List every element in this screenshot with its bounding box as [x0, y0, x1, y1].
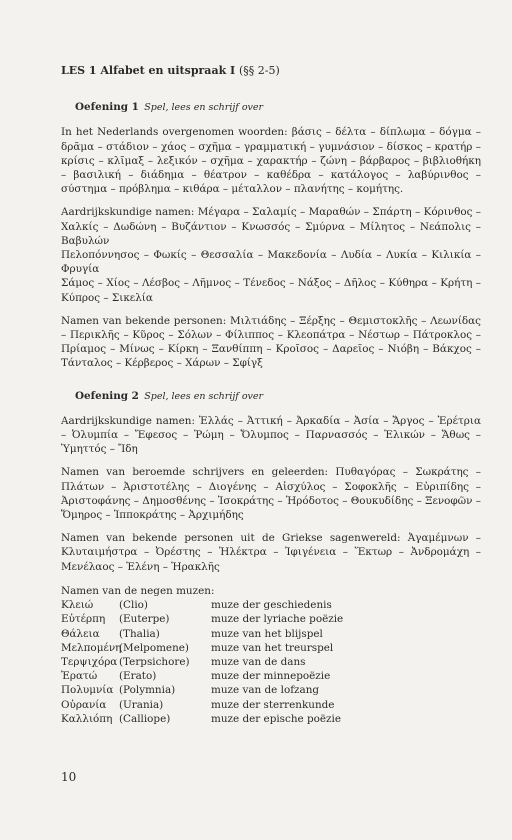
- muse-greek: Ἐρατώ: [61, 670, 98, 683]
- muse-greek: Καλλιόπη: [61, 712, 113, 725]
- muse-description: muze der geschiedenis: [211, 599, 332, 612]
- lesson-title-text: LES 1 Alfabet en uitspraak I: [61, 64, 236, 77]
- geography-accented-paragraph: Aardrijkskundige namen: Ἑλλάς – Ἀττική – Ἀρκαδία – Ἀσία – Ἄργος – Ἐρέτρια – Ὀλυμπία – Ἔφεσος – Ῥώμη – Ὄλυμπος – Παρνασσός – Ἑλικών – Ἄθως – Ὑμηττός – Ἴδη: [61, 414, 481, 456]
- muses-list: [61, 584, 481, 726]
- muse-description: muze van de lofzang: [211, 684, 320, 697]
- muse-description: muze van het treurspel: [211, 641, 334, 654]
- page-content: [61, 64, 481, 726]
- muse-latin: (Calliope): [119, 712, 171, 725]
- muse-greek: Πολυμνία: [61, 684, 114, 697]
- muse-row: [61, 598, 481, 612]
- muse-row: [61, 655, 481, 669]
- geography-names-line-3: Σάμος – Χίος – Λέσβος – Λῆμνος – Τένεδος – Νάξος – Δῆλος – Κύθηρα – Κρήτη – Κύπρος – Σικελία: [61, 277, 481, 304]
- muse-row: [61, 698, 481, 712]
- muse-description: muze der epische poëzie: [211, 712, 341, 725]
- muse-latin: (Euterpe): [119, 613, 170, 626]
- muse-latin: (Clio): [119, 599, 148, 612]
- writers-paragraph: Namen van beroemde schrijvers en geleerden: Πυθαγόρας – Σωκράτης – Πλάτων – Ἀριστοτέλης – Διογένης – Αἰσχύλος – Σοφοκλῆς – Εὐριπίδης – Ἀριστοφάνης – Δημοσθένης – Ἰσοκράτης – Ἡρόδοτος – Θουκυδίδης – Ξενοφῶν – Ὅμηρος – Ἱπποκράτης – Ἀρχιμήδης: [61, 466, 481, 522]
- muse-greek: Εὐτέρπη: [61, 613, 106, 626]
- muse-description: muze van het blijspel: [211, 627, 323, 640]
- muse-row: [61, 712, 481, 726]
- muses-heading: Namen van de negen muzen:: [61, 584, 215, 597]
- geography-names-paragraph: Aardrijkskundige namen: Μέγαρα – Σαλαμίς – Μαραθών – Σπάρτη – Κόρινθος – Χαλκίς – Δωδώνη – Βυζάντιον – Κνωσσός – Σμύρνα – Μίλητος – Νεάπολις – Βαβυλών: [61, 206, 481, 247]
- loanwords-paragraph: In het Nederlands overgenomen woorden: βάσις – δέλτα – δίπλωμα – δόγμα – δρᾶμα – στάδιον – χάος – σχῆμα – γραμματική – γυμνάσιον – δίσκος – κρατήρ – κρίσις – κλῖμαξ – λεξικόν – σχῆμα – χαρακτήρ – ζώνη – βάρβαρος – βιβλιοθήκη – βασιλική – διάδημα – θέατρον – καθέδρα – κατάλογος – λαβύρινθος – σύστημα – πρόβλημα – κιθάρα – μέταλλον – πλανήτης – κομήτης.: [61, 126, 481, 196]
- muse-latin: (Urania): [119, 698, 164, 711]
- exercise-1-name: Oefening 1: [75, 101, 139, 114]
- muse-description: muze der sterrenkunde: [211, 698, 335, 711]
- muse-latin: (Erato): [119, 670, 157, 683]
- muse-latin: (Polymnia): [119, 684, 176, 697]
- muse-greek: Κλειώ: [61, 599, 94, 612]
- muse-description: muze der minnepoëzie: [211, 670, 331, 683]
- muse-row: [61, 683, 481, 697]
- muse-latin: (Thalia): [119, 627, 160, 640]
- muse-greek: Οὐρανία: [61, 698, 107, 711]
- exercise-2-heading: [75, 389, 481, 404]
- muse-row: [61, 641, 481, 655]
- legends-paragraph: Namen van bekende personen uit de Griekse sagenwereld: Ἀγαμέμνων – Κλυταιμήστρα – Ὀρέστης – Ἠλέκτρα – Ἰφιγένεια – Ἕκτωρ – Ἀνδρομάχη – Μενέλαος – Ἑλένη – Ἡρακλῆς: [61, 532, 481, 573]
- muse-row: [61, 612, 481, 626]
- muse-greek: Τερψιχόρα: [61, 655, 118, 668]
- muse-latin: (Terpsichore): [119, 655, 190, 668]
- exercise-1-instruction: Spel, lees en schrijf over: [144, 102, 264, 114]
- muse-greek: Μελπομένη: [61, 641, 122, 654]
- muse-greek: Θάλεια: [61, 627, 100, 640]
- muse-row: [61, 627, 481, 641]
- lesson-section-ref: (§§ 2-5): [239, 64, 280, 77]
- exercise-2-instruction: Spel, lees en schrijf over: [144, 390, 264, 402]
- exercise-2-name: Oefening 2: [75, 389, 139, 402]
- muse-description: muze van de dans: [211, 655, 306, 668]
- lesson-title: [61, 64, 481, 78]
- famous-persons-paragraph: Namen van bekende personen: Μιλτιάδης – Ξέρξης – Θεμιστοκλῆς – Λεωνίδας – Περικλῆς – Κῦρος – Σόλων – Φίλιππος – Κλεοπάτρα – Νέστωρ – Πάτροκλος – Πρίαμος – Μίνως – Κίρκη – Ξανθίππη – Κροῖσος – Δαρεῖος – Νιόβη – Βάκχος – Τάνταλος – Κέρβερος – Χάρων – Σφίγξ: [61, 314, 481, 370]
- exercise-1-heading: [75, 100, 481, 115]
- muse-row: [61, 669, 481, 683]
- page-number: 10: [61, 770, 77, 784]
- muse-description: muze der lyriache poëzie: [211, 613, 344, 626]
- muse-latin: (Melpomene): [119, 641, 189, 654]
- geography-names-line-2: Πελοπόννησος – Φωκίς – Θεσσαλία – Μακεδονία – Λυδία – Λυκία – Κιλικία – Φρυγία: [61, 249, 481, 276]
